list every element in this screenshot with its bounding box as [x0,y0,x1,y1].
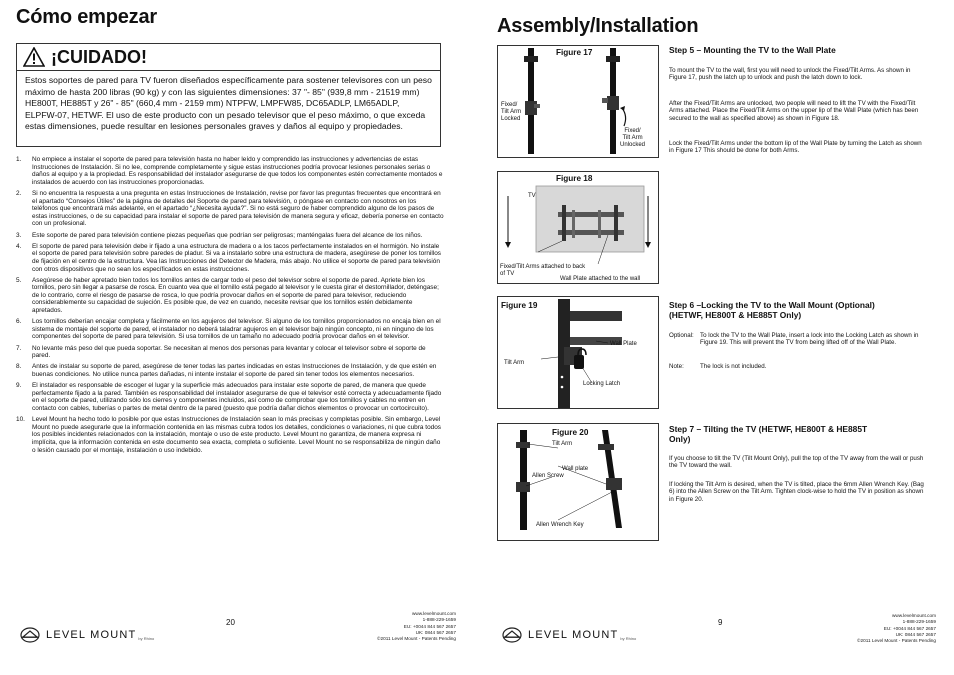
list-item-text: Este soporte de pared para televisión contiene piezas pequeñas que podrían ser peligrosas; manténgalas fuera del alcance de los niños. [32,231,423,239]
phone-us: 1-888-229-1659 [422,617,456,623]
brand-logo-right [502,627,636,643]
step-5-paragraph-2: After the Fixed/Tilt Arms are unlocked, two people will need to lift the TV with the Fixed/Tilt Arms attached. Place the Fixed/Tilt Arms on the upper lip of the Wall Plate (which has been secured to the wall as specified above) as shown in Figure 18. [669,100,919,122]
brand-logo-left [20,627,154,643]
label-arms-attached: Fixed/Tilt Arms attached to back of TV [500,264,586,277]
label-wall-plate: Wall Plate attached to the wall [560,276,641,282]
figure-18 [497,171,659,284]
contact-info-right [816,613,936,644]
step-6-note-label: Note: [669,363,684,370]
contact-info-left [336,611,456,642]
figure-19-caption: Figure 19 [501,301,538,310]
label-arm-unlocked: Fixed/ Tilt Arm Unlocked [620,128,646,148]
step-7-paragraph-2: If locking the Tilt Arm is desired, when the TV is tilted, place the 6mm Allen Wrench Key. (Bag 6) into the Allen Screw on the Tilt Arm. Tighten clock-wise to hold the TV in position as shown in Figure 20. [669,481,924,503]
phone-uk: UK: 0844 567 2657 [895,631,936,637]
label-wall-plate: Wall plate [562,466,589,472]
list-item [16,232,444,240]
phone-eu: EU: +0044 844 567 2657 [403,623,456,629]
list-item [16,156,444,186]
list-item [16,190,444,228]
page-number-left: 20 [226,618,235,627]
step-5-paragraph-1: To mount the TV to the wall, first you will need to unlock the Fixed/Tilt Arms. As shown in Figure 17, push the latch up to unlock and push the latch down to lock. [669,67,911,82]
label-tilt-arm: Tilt Arm [504,360,525,366]
page-number-right: 9 [718,618,723,627]
safety-instructions-list [16,156,444,458]
label-arm-locked: Fixed/ Tilt Arm Locked [501,102,522,122]
phone-eu: EU: +0044 844 567 2657 [883,625,936,631]
list-item-number: 4. [16,242,22,250]
list-item-text: El instalador es responsable de escoger el lugar y la superficie más adecuados para instalar este soporte de pared, de manera que quede perfectamente fijado a la pared. También es responsabilidad del instalador asegurarse de que el televisor esté correcta y adecuadamente fijado en el soporte de pared, utilizando sólo los cierres y componentes incluidos, así como de comprobar que los tornillos y cables no entren en contacto con cables, tuberías o partes de metal dentro de la pared (puesto que podría dañar dichos elementos o provocar un cortocircuito). [32,382,442,412]
phone-us: 1-888-229-1659 [902,619,936,625]
label-allen-screw: Allen Screw [532,473,564,479]
caution-box [16,43,441,147]
label-tv: TV [528,193,536,199]
list-item-number: 10. [16,416,25,424]
step-6-optional-text: To lock the TV to the Wall Plate, insert a lock into the Locking Latch as shown in Figure 19. This will prevent the TV from being lifted off of the Wall Plate. [700,332,919,347]
figure-19 [497,296,659,409]
step-7-title: Step 7 – Tilting the TV (HETWF, HE800T & HE885T Only) [669,424,868,444]
label-tilt-arm: Tilt Arm [552,441,573,447]
list-item [16,318,444,341]
list-item-text: Los tornillos deberían encajar completa y fácilmente en los agujeros del televisor. Si alguno de los tornillos proporcionados no encaja bien en el sistema de montaje del soporte de pared, el instalador no deberá taladrar agujeros en el televisor bajo ningún concepto, ni en ninguno de los componentes del soporte de pared para televisión. Si usa tornillos de un tamaño no adecuado podría provocar daños en el televisor. [32,318,441,341]
page-title-right: Assembly/Installation [497,15,699,37]
list-item-number: 9. [16,382,22,390]
level-mount-logo-icon [20,627,40,643]
brand-name: LEVEL MOUNT [528,629,619,641]
step-6-optional-label: Optional: [669,332,694,339]
website: www.levelmount.com [411,611,456,616]
brand-name: LEVEL MOUNT [46,629,137,641]
list-item-number: 2. [16,189,22,197]
list-item [16,363,444,378]
website: www.levelmount.com [891,613,936,618]
copyright: ©2011 Level Mount - Patents Pending [857,638,936,644]
list-item-text: No levante más peso del que pueda soportar. Se necesitan al menos dos personas para levantar y colocar el televisor sobre el soporte de pared. [32,344,426,360]
figure-17-caption: Figure 17 [556,48,593,57]
copyright: ©2011 Level Mount - Patents Pending [377,636,456,642]
label-allen-wrench-key: Allen Wrench Key [536,522,584,528]
locking-latch-illustration [498,297,659,409]
step-5-title: Step 5 – Mounting the TV to the Wall Plate [669,45,836,55]
step-5-paragraph-3: Lock the Fixed/Tilt Arms under the bottom lip of the Wall Plate by turning the Latch as shown in Figure 17 This should be done for both Arms. [669,140,922,155]
figure-20-caption: Figure 20 [552,428,589,437]
figure-20 [497,423,659,541]
list-item-number: 6. [16,318,22,326]
list-item-text: No empiece a instalar el soporte de pared para televisión hasta no haber leído y comprendido las instrucciones y advertencias de estas Instrucciones de Instalación. Si no lee, comprende completamente y sigue estas instrucciones podría provocar lesiones personales serias o daños al equipo y a la propiedad. Es responsabilidad del instalador asegurarse de que todos los componentes estén correctamente montados e instalados de acuerdo con las instrucciones proporcionadas. [32,156,443,186]
list-item-number: 8. [16,363,22,371]
list-item [16,277,444,315]
list-item [16,243,444,273]
label-wall-plate: Wall Plate [610,341,637,347]
page-title-left: Cómo empezar [16,6,157,28]
list-item-text: Si no encuentra la respuesta a una pregunta en estas Instrucciones de Instalación, revise por favor las preguntas frecuentes que encontrará en el apartado “Consejos Útiles” de la página de detalles del Soporte de pared para televisión, o póngase en contacto con nosotros en los teléfonos que encontrará más adelante, en el apartado “¿Necesita ayuda?”. Si no está seguro de haber comprendido alguno de los pasos de estas instrucciones, o de su capacidad para instalar el soporte de pared para televisión de manera segura y eficaz, debería ponerse en contacto con un profesional. [32,189,444,228]
list-item [16,382,444,412]
brand-byline: by Rhino [138,635,155,641]
figure-18-caption: Figure 18 [556,174,593,183]
list-item [16,416,444,454]
brand-byline: by Rhino [620,635,637,641]
list-item-text: Level Mount ha hecho todo lo posible por que estas Instrucciones de Instalación sean lo más precisas y completas posible. Sin embargo, Level Mount no puede asegurarle que la información contenida en las mismas cubra todos los detalles, condiciones o variaciones, ni que cubra todos los posibles incidentes relacionados con la instalación, montaje o uso de este producto. Level Mount no garantiza, de manera expresa ni implícita, que la información contenida en este documento sea exacta, completa o suficiente. Level Mount no se responsabiliza de ningún daño o lesión causado por el montaje, instalación o uso indebido. [32,416,442,454]
list-item-text: El soporte de pared para televisión debe ir fijado a una estructura de madera o a los tacos perfectamente instalados en el hormigón. No instale el soporte de pared para televisión sobre paredes de pladur. Si va a instalarlo sobre una estructura de madera, asegúrese de poner los tornillos de fijación en el centro de la estructura. Vea las Instrucciones del Detector de Madera, más abajo. No utilice el soporte de pared para televisión con otros dispositivos que no sean los específicados en estas instrucciones. [32,242,442,273]
list-item-number: 1. [16,156,22,163]
figure-17 [497,45,659,158]
list-item [16,345,444,360]
level-mount-logo-icon [502,627,522,643]
list-item-number: 5. [16,276,22,284]
label-locking-latch: Locking Latch [583,381,621,387]
list-item-text: Asegúrese de haber apretado bien todos los tornillos antes de cargar todo el peso del televisor sobre el soporte de pared. Apriete bien los tornillos, pero sin llegar a pasarse de rosca. En cuanto vea que el tornillo está pegado al televisor y le cuesta girar el destornillador, deténgase; de lo contrario, corre el riesgo de pasarse de rosca, lo que podría provocar daños en el soporte de pared para televisor, reduciendo considerablemente su capacidad de sujeción. Es posible que, de vez en cuando, necesite revisar que los tornillos estén debidamente apretados. [32,276,439,315]
step-6-note-text: The lock is not included. [700,363,767,370]
list-item-number: 7. [16,344,22,352]
list-item-text: Antes de instalar su soporte de pared, asegúrese de tener todas las partes indicadas en estas Instrucciones de Instalación, y de que estén en buenas condiciones. No utilice nunca partes dañadas, ni intente instalar el soporte de pared sin tener todos los elementos necesarios. [32,363,437,378]
list-item-number: 3. [16,231,22,239]
warning-triangle-icon [23,47,45,67]
phone-uk: UK: 0844 567 2657 [415,629,456,635]
caution-text: Estos soportes de pared para TV fueron diseñados específicamente para sostener televisores con un peso máximo de hasta 200 libras (90 kg) y con las siguientes dimensiones: 37 "- 85" (939,8 mm - 21519 mm) HE800T, HE885T y 26" - 85" (660,4 mm - 2159 mm) NTPFW, LMPFW85, DC65ADLP, LM65ADLP, ELPFW-07, HETWF. El uso de este producto con un pesado televisor que el peso máximo, o que exceda estas dimensiones, puede resultar en lesiones personales graves y daños al equipo y propiedades. [25,75,432,132]
step-6-title: Step 6 –Locking the TV to the Wall Mount (Optional) (HETWF, HE800T & HE885T Only) [669,300,875,320]
step-7-paragraph-1: If you choose to tilt the TV (Tilt Mount Only), pull the top of the TV away from the wall or push the TV toward the wall. [669,455,924,470]
caution-title: ¡CUIDADO! [51,46,147,67]
